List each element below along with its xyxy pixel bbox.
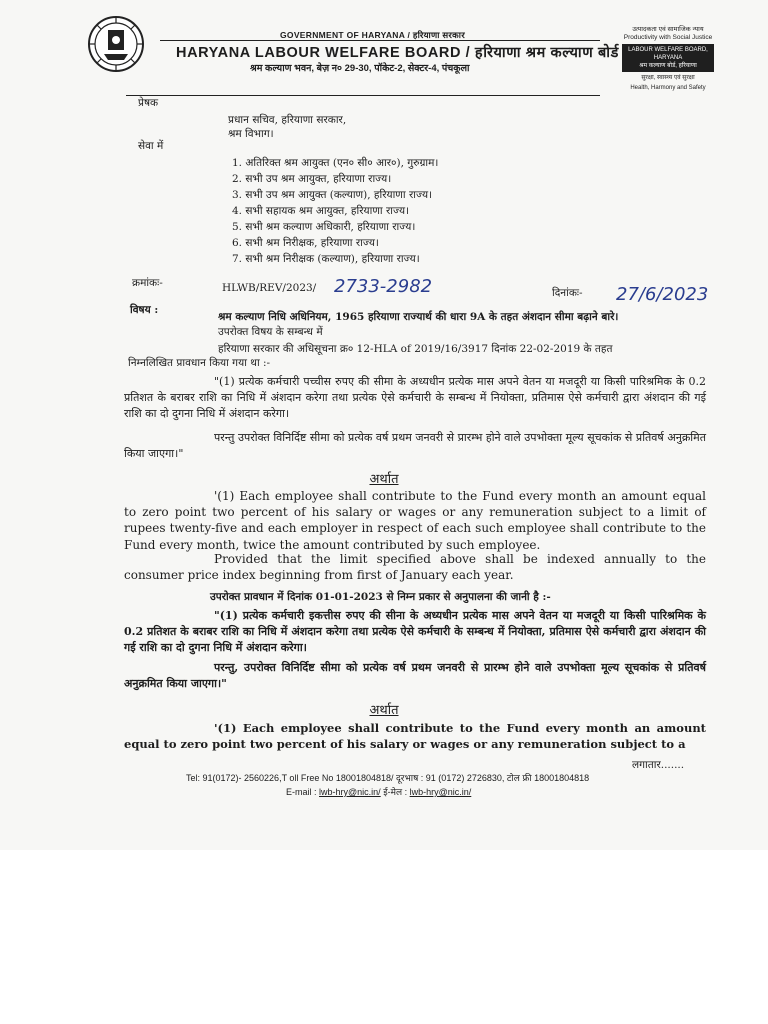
motto-bottom: सुरक्षा, स्वास्थ्य एवं सुरक्षा [641,75,695,81]
continued-marker: लगातार....... [632,759,685,771]
recipient-item: 4. सभी सहायक श्रम आयुक्त, हरियाणा राज्य। [232,205,410,217]
recipient-item: 3. सभी उप श्रम आयुक्त (कल्याण), हरियाणा राज्य। [232,189,433,201]
old-provision-hindi: "(1) प्रत्येक कर्मचारी पच्चीस रुपए की सीमा के अध्यधीन प्रत्येक मास अपने वेतन या मजदूरी या किसी पारिश्रमिक के 0.2 प्रतिशत के बराबर राशि का निधि में अंशदान करेगा तथा प्रत्येक ऐसे कर्मचारी के सम्बन्ध में नियोक्ता, प्रतिमास ऐसे कर्मचारी द्वारा अंशदान की गई राशि का दो दुगना निधि में अंशदान करेगा। [124,375,706,420]
motto-top: उत्पादकता एवं सामाजिक न्याय [632,26,704,33]
motto-badge [622,26,714,91]
handwritten-date: 27/6/2023 [616,284,709,305]
government-line: GOVERNMENT OF HARYANA / हरियाणा सरकार [280,30,465,40]
motto-bottom-en: Health, Harmony and Safety [630,85,706,91]
board-name: HARYANA LABOUR WELFARE BOARD / हरियाणा श्रम कल्याण बोर्ड [176,45,619,61]
email-link-1[interactable]: lwb-hry@nic.in/ [319,787,381,797]
sender-label: प्रेषक [138,97,159,109]
recipient-item: 1. अतिरिक्त श्रम आयुक्त (एन० सी० आर०), गुरुग्राम। [232,157,439,169]
recipient-item: 6. सभी श्रम निरीक्षक, हरियाणा राज्य। [232,237,379,249]
ref-handwritten-number: 2733-2982 [334,276,433,297]
header-rule-top [160,40,600,41]
haryana-emblem-icon [86,14,146,74]
date-label: दिनांकः- [552,287,583,299]
old-provision-hindi-proviso: परन्तु उपरोक्त विनिर्दिष्ट सीमा को प्रत्येक वर्ष प्रथम जनवरी से प्रारम्भ होने वाले उपभोक्ता मूल्य सूचकांक से प्रतिवर्ष अनुक्रमित किया जाएगा।" [124,431,706,460]
recipient-item: 2. सभी उप श्रम आयुक्त, हरियाणा राज्य। [232,173,392,185]
recipient-item: 5. सभी श्रम कल्याण अधिकारी, हरियाणा राज्य। [232,221,416,233]
new-provision-english: '(1) Each employee shall contribute to the Fund every month an amount equal to zero point two percent of his salary or wages or any remuneration subject to a [124,721,706,752]
footer-email-row [286,785,471,798]
arthat-heading-1: अर्थात [369,472,399,487]
motto-band [622,44,714,72]
sender-line-2: श्रम विभाग। [228,128,274,140]
amendment-intro: उपरोक्त प्रावधान में दिनांक 01-01-2023 से निम्न प्रकार से अनुपालना की जानी है :- [210,591,551,603]
subject-label: विषय : [130,304,159,316]
ref-label: क्रमांकः- [132,277,163,289]
new-provision-hindi-proviso: परन्तु, उपरोक्त विनिर्दिष्ट सीमा को प्रत्येक वर्ष प्रथम जनवरी से प्रारम्भ होने वाले उपभोक्ता मूल्य सूचकांक से प्रतिवर्ष अनुक्रमित किया जाएगा।" [124,661,706,690]
email-label: E-mail : [286,787,317,797]
header-rule-bottom [126,95,600,96]
ref-number: HLWB/REV/2023/ [222,282,317,294]
email-link-2[interactable]: lwb-hry@nic.in/ [409,787,472,797]
new-provision-hindi: "(1) प्रत्येक कर्मचारी इकत्तीस रुपए की सीना के अध्यधीन प्रत्येक मास अपने वेतन या मजदूरी या किसी पारिश्रमिक के 0.2 प्रतिशत के बराबर राशि का निधि में अंशदान करेगा तथा प्रत्येक ऐसे कर्मचारी के सम्बन्ध में नियोक्ता, प्रतिमास ऐसे कर्मचारी द्वारा अंशदान की गई राशि का दो दुगना निधि में अंशदान करेगा। [124,609,706,654]
intro-line-3: निम्नलिखित प्रावधान किया गया था :- [128,357,271,369]
intro-line-2: हरियाणा सरकार की अधिसूचना क्र० 12-HLA of 2019/16/3917 दिनांक 22-02-2019 के तहत [218,343,613,355]
old-provision-english-proviso: Provided that the limit specified above shall be indexed annually to the consumer price index beginning from first of January each year. [124,552,706,583]
email-label-hindi: ई-मेल : [383,787,408,797]
motto-top-en: Productivity with Social Justice [623,34,713,41]
arthat-heading-2: अर्थात [369,703,399,718]
intro-line-1: उपरोक्त विषय के सम्बन्ध में [218,326,323,338]
board-address: श्रम कल्याण भवन, बेज़ न० 29-30, पॉकेट-2, सेक्टर-4, पंचकूला [250,63,470,74]
motto-band-en: LABOUR WELFARE BOARD, HARYANA [628,47,708,61]
sender-line-1: प्रधान सचिव, हरियाणा सरकार, [228,114,347,126]
recipient-item: 7. सभी श्रम निरीक्षक (कल्याण), हरियाणा राज्य। [232,253,420,265]
footer-phone: Tel: 91(0172)- 2560226,T oll Free No 18001804818/ दूरभाष : 91 (0172) 2726830, टोल फ्री 18001804818 [186,773,590,783]
motto-band-hi: श्रम कल्याण बोर्ड, हरियाणा [639,63,697,69]
recipients-label: सेवा में [138,140,164,152]
subject-text: श्रम कल्याण निधि अधिनियम, 1965 हरियाणा राज्यार्थ की धारा 9A के तहत अंशदान सीमा बढ़ाने बारे। [218,311,619,323]
old-provision-english: '(1) Each employee shall contribute to the Fund every month an amount equal to zero point two percent of his salary or wages or any remuneration subject to a limit of rupees twenty-five and each employer in respect of each such employee shall contribute to the Fund every month, twice the amount contributed by such employee. [124,489,706,552]
